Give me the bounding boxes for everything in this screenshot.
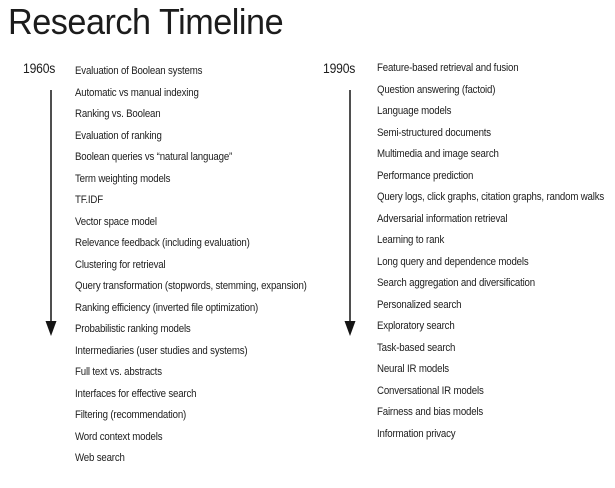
timeline-item: Long query and dependence models xyxy=(377,255,529,268)
timeline-item: Vector space model xyxy=(75,215,157,228)
slide-title: Research Timeline xyxy=(8,1,284,42)
timeline-item: Word context models xyxy=(75,430,163,443)
timeline-item: Boolean queries vs “natural language” xyxy=(75,151,233,163)
timeline-item: Feature-based retrieval and fusion xyxy=(377,62,519,74)
timeline-item: Question answering (factoid) xyxy=(377,83,496,96)
timeline-item: Query logs, click graphs, citation graphs, random walks xyxy=(377,191,605,203)
timeline-item: Full text vs. abstracts xyxy=(75,366,162,378)
timeline-item: Evaluation of Boolean systems xyxy=(75,65,203,77)
timeline-item: Ranking efficiency (inverted file optimization) xyxy=(75,301,259,314)
timeline-item: Web search xyxy=(75,452,125,464)
timeline-item: Automatic vs manual indexing xyxy=(75,86,199,99)
timeline-item: Neural IR models xyxy=(377,363,449,375)
timeline-items-1990s xyxy=(377,58,604,445)
timeline-item: Multimedia and image search xyxy=(377,148,499,160)
timeline-item: Clustering for retrieval xyxy=(75,258,166,271)
timeline-item: TF.IDF xyxy=(75,194,103,206)
timeline-item: Evaluation of ranking xyxy=(75,129,162,142)
timeline-item: Search aggregation and diversification xyxy=(377,277,535,289)
timeline-item: Adversarial information retrieval xyxy=(377,212,508,225)
timeline-item: Relevance feedback (including evaluation) xyxy=(75,237,250,249)
timeline-item: Learning to rank xyxy=(377,234,445,246)
decade-label-1960s: 1960s xyxy=(23,61,56,76)
timeline-item: Ranking vs. Boolean xyxy=(75,108,161,120)
timeline-item: Semi-structured documents xyxy=(377,126,491,139)
timeline-item: Exploratory search xyxy=(377,320,455,332)
timeline-item: Interfaces for effective search xyxy=(75,387,197,400)
down-arrow-1990s xyxy=(343,90,357,338)
timeline-item: Language models xyxy=(377,105,452,117)
timeline-items-1960s xyxy=(75,61,307,470)
timeline-item: Performance prediction xyxy=(377,169,474,182)
timeline-item: Probabilistic ranking models xyxy=(75,323,191,335)
down-arrow-1960s xyxy=(44,90,58,338)
timeline-item: Filtering (recommendation) xyxy=(75,409,187,421)
timeline-item: Task-based search xyxy=(377,341,456,354)
timeline-item: Fairness and bias models xyxy=(377,406,484,418)
decade-label-1990s: 1990s xyxy=(323,61,356,76)
timeline-item: Query transformation (stopwords, stemming, expansion) xyxy=(75,280,307,292)
timeline-item: Term weighting models xyxy=(75,172,171,185)
timeline-item: Intermediaries (user studies and systems) xyxy=(75,344,248,357)
timeline-item: Information privacy xyxy=(377,427,456,440)
timeline-item: Conversational IR models xyxy=(377,384,484,397)
timeline-item: Personalized search xyxy=(377,298,462,311)
